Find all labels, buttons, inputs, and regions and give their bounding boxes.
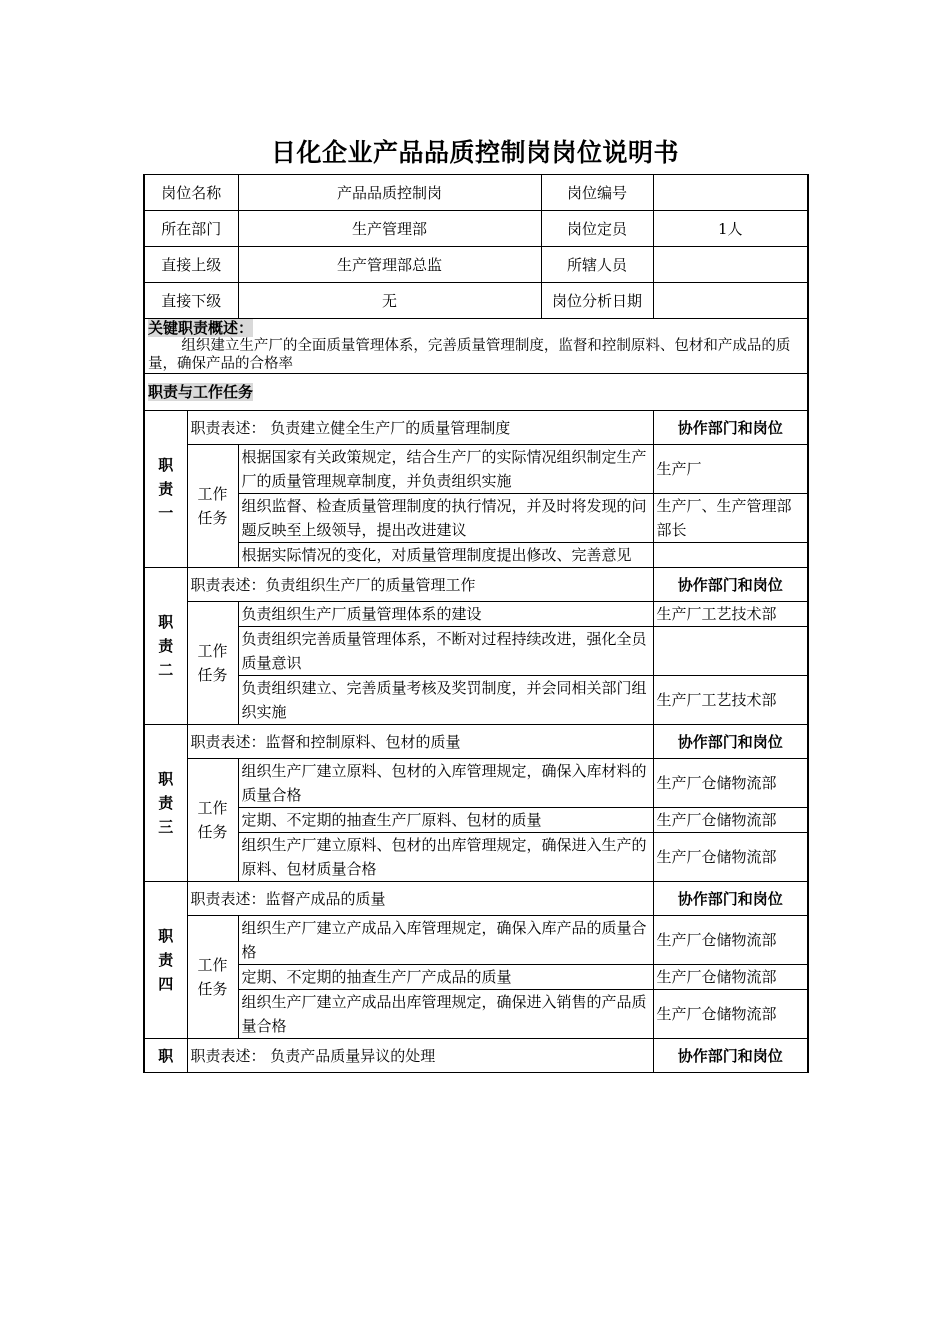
duty-desc: 职责表述： 负责产品质量异议的处理 — [187, 1039, 653, 1073]
task-coop: 生产厂仓储物流部 — [653, 965, 808, 990]
summary-row — [144, 319, 808, 374]
summary-text: 组织建立生产厂的全面质量管理体系，完善质量管理制度，监督和控制原料、包材和产成品的质量，确保产品的合格率 — [148, 338, 791, 372]
headcount-label: 岗位定员 — [541, 211, 653, 247]
coop-header: 协作部门和岗位 — [653, 1039, 808, 1073]
task-row — [144, 965, 808, 990]
coop-header: 协作部门和岗位 — [653, 725, 808, 759]
task-text: 根据国家有关政策规定，结合生产厂的实际情况组织制定生产厂的质量管理规章制度，并负责组织实施 — [238, 445, 653, 494]
info-row-1 — [144, 175, 808, 211]
task-coop: 生产厂、生产管理部部长 — [653, 494, 808, 543]
task-row — [144, 808, 808, 833]
task-row — [144, 676, 808, 725]
task-coop: 生产厂工艺技术部 — [653, 602, 808, 627]
dept-label: 所在部门 — [144, 211, 238, 247]
post-name-label: 岗位名称 — [144, 175, 238, 211]
duty-desc-row — [144, 568, 808, 602]
duty-desc: 职责表述：监督产成品的质量 — [187, 882, 653, 916]
work-tasks-label: 工作任务 — [187, 759, 238, 882]
task-row — [144, 543, 808, 568]
task-text: 负责组织建立、完善质量考核及奖罚制度，并会同相关部门组织实施 — [238, 676, 653, 725]
analysis-date-value — [653, 283, 808, 319]
task-text: 定期、不定期的抽查生产厂原料、包材的质量 — [238, 808, 653, 833]
superior-label: 直接上级 — [144, 247, 238, 283]
superior-value: 生产管理部总监 — [238, 247, 541, 283]
duty-desc-row — [144, 725, 808, 759]
task-row — [144, 990, 808, 1039]
task-text: 负责组织生产厂质量管理体系的建设 — [238, 602, 653, 627]
subordinate-value: 无 — [238, 283, 541, 319]
duty-desc-row — [144, 1039, 808, 1073]
coop-header: 协作部门和岗位 — [653, 568, 808, 602]
work-tasks-label: 工作任务 — [187, 445, 238, 568]
task-coop: 生产厂仓储物流部 — [653, 808, 808, 833]
task-row — [144, 833, 808, 882]
duty-title: 职责三 — [144, 725, 187, 882]
info-row-2 — [144, 211, 808, 247]
post-code-label: 岗位编号 — [541, 175, 653, 211]
post-name-value: 产品品质控制岗 — [238, 175, 541, 211]
task-text: 组织监督、检查质量管理制度的执行情况，并及时将发现的问题反映至上级领导，提出改进建议 — [238, 494, 653, 543]
job-description-table — [143, 174, 809, 1073]
task-text: 负责组织完善质量管理体系，不断对过程持续改进，强化全员质量意识 — [238, 627, 653, 676]
task-text: 定期、不定期的抽查生产厂产成品的质量 — [238, 965, 653, 990]
task-text: 组织生产厂建立产成品入库管理规定，确保入库产品的质量合格 — [238, 916, 653, 965]
coop-header: 协作部门和岗位 — [653, 411, 808, 445]
task-row — [144, 494, 808, 543]
work-tasks-label: 工作任务 — [187, 602, 238, 725]
duty-desc: 职责表述：负责组织生产厂的质量管理工作 — [187, 568, 653, 602]
duties-heading-row — [144, 374, 808, 411]
duty-desc-row — [144, 882, 808, 916]
duties-heading: 职责与工作任务 — [148, 383, 254, 401]
task-row — [144, 445, 808, 494]
task-coop: 生产厂 — [653, 445, 808, 494]
task-coop — [653, 627, 808, 676]
task-row — [144, 759, 808, 808]
info-row-3 — [144, 247, 808, 283]
analysis-date-label: 岗位分析日期 — [541, 283, 653, 319]
duty-title: 职责一 — [144, 411, 187, 568]
duty-desc-row — [144, 411, 808, 445]
duty-title: 职责二 — [144, 568, 187, 725]
headcount-value: 1人 — [653, 211, 808, 247]
task-coop: 生产厂工艺技术部 — [653, 676, 808, 725]
task-text: 组织生产厂建立原料、包材的入库管理规定，确保入库材料的质量合格 — [238, 759, 653, 808]
work-tasks-label: 工作任务 — [187, 916, 238, 1039]
task-coop: 生产厂仓储物流部 — [653, 833, 808, 882]
info-row-4 — [144, 283, 808, 319]
task-text: 根据实际情况的变化，对质量管理制度提出修改、完善意见 — [238, 543, 653, 568]
task-coop: 生产厂仓储物流部 — [653, 916, 808, 965]
post-code-value — [653, 175, 808, 211]
task-row — [144, 602, 808, 627]
duty-title: 职责四 — [144, 882, 187, 1039]
duty-title: 职 — [144, 1039, 187, 1073]
task-coop: 生产厂仓储物流部 — [653, 990, 808, 1039]
task-text: 组织生产厂建立原料、包材的出库管理规定，确保进入生产的原料、包材质量合格 — [238, 833, 653, 882]
subordinate-label: 直接下级 — [144, 283, 238, 319]
page-title: 日化企业产品品质控制岗岗位说明书 — [270, 138, 679, 167]
task-coop — [653, 543, 808, 568]
coop-header: 协作部门和岗位 — [653, 882, 808, 916]
task-row — [144, 916, 808, 965]
subordinates-value — [653, 247, 808, 283]
summary-heading: 关键职责概述： — [148, 319, 254, 337]
subordinates-label: 所辖人员 — [541, 247, 653, 283]
dept-value: 生产管理部 — [238, 211, 541, 247]
duty-desc: 职责表述：监督和控制原料、包材的质量 — [187, 725, 653, 759]
task-row — [144, 627, 808, 676]
task-coop: 生产厂仓储物流部 — [653, 759, 808, 808]
task-text: 组织生产厂建立产成品出库管理规定，确保进入销售的产品质量合格 — [238, 990, 653, 1039]
duty-desc: 职责表述： 负责建立健全生产厂的质量管理制度 — [187, 411, 653, 445]
